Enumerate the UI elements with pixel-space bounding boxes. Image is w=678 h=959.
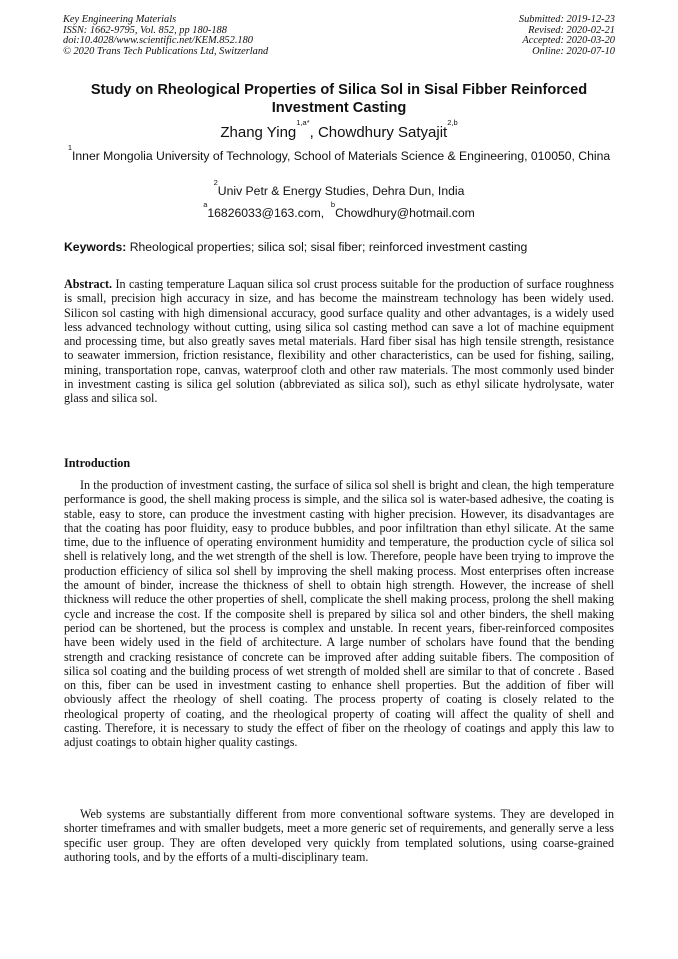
paper-title: Study on Rheological Properties of Silica Sol in Sisal Fibber Reinforced Investment Casting [90, 82, 588, 116]
date-online: Online: 2020-07-10 [532, 45, 615, 57]
author-2-marker: 2,b [447, 118, 458, 127]
affiliation-2-marker: 2 [213, 178, 218, 187]
affiliation-1-marker: 1 [67, 143, 73, 152]
introduction-paragraph-2: Web systems are substantially different from more conventional software systems. They are developed in shorter timeframes and with smaller budgets, meet a more generic set of requirements, and generally serve a less specific user group. They are often developed very quickly from templated solutions, using coarse-grained authoring tools, and by the efforts of a multi-disciplinary team. [64, 807, 614, 864]
abstract-text: In casting temperature Laquan silica sol crust process suitable for the production of surface roughness is small, precision high accuracy in size, and has become the mainstream technology has been widely used. Silicon sol casting with high dimensional accuracy, good surface quality and other advantages, is a widely used less advanced technology without cutting, using silica sol casting method can save a lot of machine equipment and processing time, but also greatly saves metal materials. Hard fiber sisal has high tensile strength, resistance to seawater immersion, friction resistance, flexibility and other characteristics, can be used for fishing, sailing, mining, transportation rope, canvas, waterproof cloth and other raw materials. The most commonly used binder in investment casting is silica gel solution (abbreviated as silica sol), such as ethyl silicate hydrolysate, water glass and silica sol. [64, 277, 614, 406]
email-a-marker: a [203, 200, 208, 209]
author-separator: , [309, 124, 318, 141]
keywords [64, 240, 616, 255]
affiliation-1-text: Inner Mongolia University of Technology, School of Materials Science & Engineering, 010050, China [72, 149, 611, 163]
keywords-label: Keywords: [64, 240, 127, 254]
email-a[interactable]: 16826033@163.com, [207, 206, 325, 220]
publication-dates [519, 15, 615, 57]
author-2: Chowdhury Satyajit [317, 124, 448, 141]
journal-info [63, 15, 268, 57]
abstract [64, 277, 614, 406]
affiliation-2 [64, 178, 614, 200]
journal-name: Key Engineering Materials [63, 14, 177, 25]
date-submitted: Submitted: 2019-12-23 [518, 14, 615, 25]
author-1-marker: 1,a* [296, 118, 310, 127]
date-revised: Revised: 2020-02-21 [528, 24, 615, 36]
affiliation-1 [64, 143, 614, 165]
email-b-marker: b [330, 200, 336, 209]
abstract-label: Abstract. [64, 277, 113, 291]
journal-issn: ISSN: 1662-9795, Vol. 852, pp 180-188 [63, 24, 227, 36]
journal-doi: doi:10.4028/www.scientific.net/KEM.852.180 [63, 35, 253, 47]
date-accepted: Accepted: 2020-03-20 [522, 35, 615, 47]
author-1: Zhang Ying [220, 124, 297, 141]
introduction-paragraph-1: In the production of investment casting, the surface of silica sol shell is bright and clean, the high temperature performance is good, the shell making process is simple, and the silica sol is water-based adhesive, the coating is stable, easy to store, can produce the investment casting with higher precision. However, its disadvantages are that the coating has poor fluidity, easy to produce bubbles, and poor infiltration than ethyl silicate. At the same time, due to the influence of operating environment humidity and temperature, the production cycle of silica sol shell is relatively long, and the wet strength of the shell is low. Therefore, people have been trying to improve the production efficiency of silica sol shell by improving the shell making process. Most enterprises often increase the amount of binder, increase the thickness of shell to obtain high strength. However, the increase of shell thickness will reduce the other properties of shell, complicate the shell making process, prolong the shell making cycle and increase the cost. If the composite shell is prepared by silica sol and other binders, the shell making period can be shortened, but the process is complex and unstable. In recent years, fiber-reinforced composites have been widely used in the field of architecture. A large number of scholars have found that the bending strength and cracking resistance of concrete can be improved after adding suitable fibers. The composition of silica sol coating and the building process of wet strength of molded shell are similar to that of concrete . Based on this, fiber can be used in investment casting to enhance shell properties. But the addition of fiber will obviously affect the rheology of shell coating. The process property of coating is closely related to the rheological property of coating, and the rheological property of coating will affect the quality of shell and casting. Therefore, it is necessary to study the effect of fiber on the rheology of coatings and apply this law to adjust coatings to obtain higher quality castings. [64, 478, 614, 750]
author-line [64, 118, 614, 142]
keywords-text: Rheological properties; silica sol; sisal fiber; reinforced investment casting [126, 240, 528, 254]
section-heading-introduction: Introduction [64, 456, 131, 470]
journal-copyright: © 2020 Trans Tech Publications Ltd, Switzerland [63, 45, 269, 57]
author-emails [64, 200, 614, 222]
affiliation-2-text: Univ Petr & Energy Studies, Dehra Dun, India [217, 184, 465, 198]
email-b[interactable]: Chowdhury@hotmail.com [335, 206, 475, 220]
